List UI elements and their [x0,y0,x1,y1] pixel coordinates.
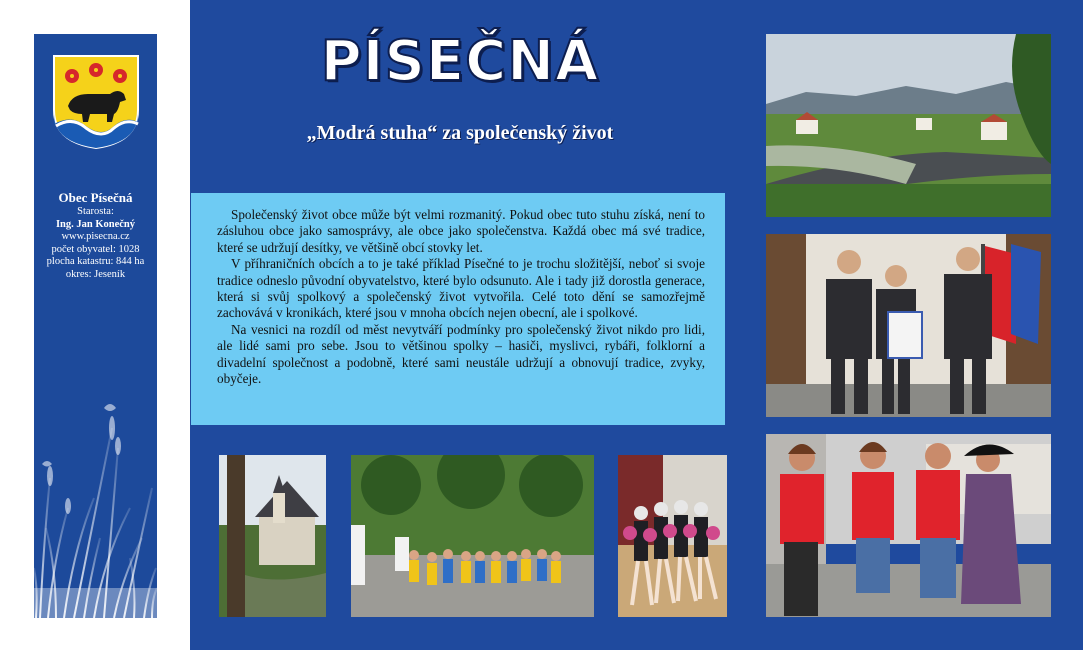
paragraph: Společenský život obce může být velmi rozmanitý. Pokud obec tuto stuhu získá, není to zásluhou obce jako samosprávy, ale obce jako společenstva. Každá obec má své tradice, které se udržují desítky, ve většině obcí stovky let. [217,207,705,255]
cheerleaders-photo [618,455,727,617]
coat-of-arms-icon [52,54,140,150]
folklore-group-photo [766,434,1051,617]
page-title: PÍSEČNÁ [320,29,600,94]
mayor-name: Ing. Jan Konečný [55,218,136,230]
website: www.pisecna.cz [61,231,130,242]
article-text [191,193,725,425]
mayor-label: Starosta: [77,206,114,217]
sidebar [34,34,157,618]
municipality-info [34,190,157,281]
church-photo [219,455,326,617]
grass-decoration [34,388,157,618]
population: počet obyvatel: 1028 [51,243,140,255]
cadastral-area: plocha katastru: 844 ha [46,256,145,267]
municipality-name: Obec Písečná [58,190,133,205]
paragraph: Na vesnici na rozdíl od měst nevytváří podmínky pro společenský život nikdo pro lidi, ale lidé sami pro sebe. Jsou to většinou spolky – hasiči, myslivci, rybáři, folklorní a divadelní společnost a podobně, které sami neustále udržují a obnovují tradice, zvyky, obyčeje. [217,321,705,387]
page-subtitle: „Modrá stuha“ za společenský život [306,122,614,144]
ceremony-photo [766,234,1051,417]
district: okres: Jeseník [65,268,126,280]
paragraph: V příhraničních obcích a to je také příklad Písečné to je trochu složitější, neboť si svoje tradice odneslo původní obyvatelstvo, které bylo odsunuto. Ale i tady již dorostla generace, která si svůj spolkový a společenský život vytvořila. Celé toto dění se samozřejmě zachovává v kronikách, které jsou v mnoha obcích nejen obecní, ale i spolkové. [217,256,705,321]
village-panorama-photo [766,34,1051,217]
children-parade-photo [351,455,594,617]
